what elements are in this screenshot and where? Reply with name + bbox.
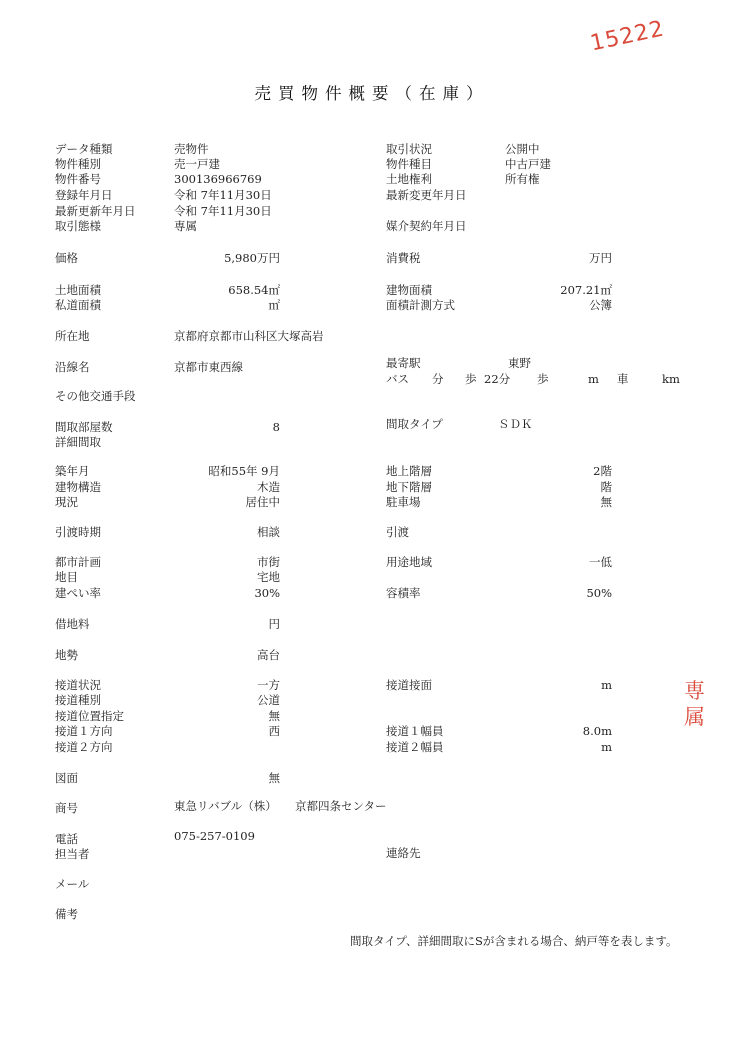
line-value: 京都市東西線 bbox=[174, 360, 243, 374]
zoning-value: 一低 bbox=[589, 555, 612, 569]
station-value: 東野 bbox=[508, 356, 531, 370]
handwritten-note: 専属 bbox=[684, 679, 705, 729]
area-method-label: 面積計測方式 bbox=[386, 298, 455, 312]
current-value: 居住中 bbox=[245, 495, 280, 509]
handwritten-number: 15222 bbox=[588, 16, 667, 57]
land-area-label: 土地面積 bbox=[55, 283, 101, 297]
road-dir1-value: 西 bbox=[268, 724, 280, 738]
road-face-value: m bbox=[601, 678, 612, 692]
last-change-label: 最新変更年月日 bbox=[386, 188, 467, 202]
built-label: 築年月 bbox=[55, 464, 90, 478]
land-area-value: 658.54㎡ bbox=[228, 283, 280, 297]
road-kind-value: 公道 bbox=[257, 693, 280, 707]
road-face-label: 接道接面 bbox=[386, 678, 432, 692]
structure-label: 建物構造 bbox=[55, 480, 101, 494]
deal-status-label: 取引状況 bbox=[386, 142, 432, 156]
rooms-label: 間取部屋数 bbox=[55, 420, 113, 434]
walk-label-2: 歩 bbox=[537, 372, 549, 386]
property-no-value: 300136966769 bbox=[174, 172, 262, 186]
road-position-label: 接道位置指定 bbox=[55, 709, 124, 723]
far-value: 50% bbox=[586, 586, 612, 600]
walk-min-value: 22分 bbox=[484, 372, 511, 386]
item-value: 中古戸建 bbox=[505, 157, 551, 171]
layout-type-label: 間取タイプ bbox=[386, 417, 443, 431]
drawing-label: 図面 bbox=[55, 771, 78, 785]
item-label: 物件種目 bbox=[386, 157, 432, 171]
contact-label: 連絡先 bbox=[386, 846, 421, 860]
drawing-value: 無 bbox=[268, 771, 280, 785]
zoning-label: 用途地域 bbox=[386, 555, 432, 569]
terrain-label: 地勢 bbox=[55, 648, 78, 662]
phone-value: 075-257-0109 bbox=[174, 829, 255, 843]
phone-label: 電話 bbox=[55, 832, 78, 846]
private-road-label: 私道面積 bbox=[55, 298, 101, 312]
property-no-label: 物件番号 bbox=[55, 172, 101, 186]
city-plan-label: 都市計画 bbox=[55, 555, 101, 569]
floors-below-label: 地下階層 bbox=[386, 480, 432, 494]
car-label: 車 bbox=[617, 372, 629, 386]
data-type-label: データ種類 bbox=[55, 142, 113, 156]
layout-detail-label: 詳細間取 bbox=[55, 435, 101, 449]
land-category-value: 宅地 bbox=[257, 570, 280, 584]
remarks-label: 備考 bbox=[55, 907, 78, 921]
updated-label: 最新更新年月日 bbox=[55, 204, 136, 218]
building-area-label: 建物面積 bbox=[386, 283, 432, 297]
layout-type-value: ＳＤＫ bbox=[498, 417, 533, 431]
agency-contract-label: 媒介契約年月日 bbox=[386, 219, 467, 233]
road-width2-label: 接道２幅員 bbox=[386, 740, 444, 754]
floors-above-label: 地上階層 bbox=[386, 464, 432, 478]
handover-time-value: 相談 bbox=[257, 525, 280, 539]
location-label: 所在地 bbox=[55, 329, 90, 343]
handover-label: 引渡 bbox=[386, 525, 409, 539]
bcr-label: 建ぺい率 bbox=[55, 586, 101, 600]
bus-label: バス bbox=[386, 372, 409, 386]
parking-value: 無 bbox=[600, 495, 612, 509]
station-label: 最寄駅 bbox=[386, 356, 421, 370]
city-plan-value: 市街 bbox=[257, 555, 280, 569]
branch-value: 京都四条センター bbox=[295, 799, 387, 813]
road-status-label: 接道状況 bbox=[55, 678, 101, 692]
property-kind-value: 売一戸建 bbox=[174, 157, 220, 171]
floors-below-value: 階 bbox=[600, 480, 612, 494]
handover-time-label: 引渡時期 bbox=[55, 525, 101, 539]
company-label: 商号 bbox=[55, 801, 78, 815]
line-label: 沿線名 bbox=[55, 360, 90, 374]
land-right-label: 土地権利 bbox=[386, 172, 432, 186]
reg-date-value: 令和 7年11月30日 bbox=[174, 188, 272, 202]
other-transport-label: その他交通手段 bbox=[55, 389, 136, 403]
road-width2-value: m bbox=[601, 740, 612, 754]
price-label: 価格 bbox=[55, 251, 78, 265]
floors-above-value: 2階 bbox=[593, 464, 612, 478]
location-value: 京都府京都市山科区大塚高岩 bbox=[174, 329, 324, 343]
current-label: 現況 bbox=[55, 495, 78, 509]
walk-label-1: 歩 bbox=[465, 372, 477, 386]
land-right-value: 所有権 bbox=[505, 172, 540, 186]
data-type-value: 売物件 bbox=[174, 142, 209, 156]
deal-status-value: 公開中 bbox=[505, 142, 540, 156]
bus-min-label: 分 bbox=[432, 372, 444, 386]
lease-fee-value: 円 bbox=[268, 617, 280, 631]
road-status-value: 一方 bbox=[257, 678, 280, 692]
footnote: 間取タイプ、詳細間取にSが含まれる場合、納戸等を表します。 bbox=[350, 934, 678, 948]
area-method-value: 公簿 bbox=[589, 298, 612, 312]
rooms-value: 8 bbox=[272, 420, 280, 434]
bcr-value: 30% bbox=[254, 586, 280, 600]
terrain-value: 高台 bbox=[257, 648, 280, 662]
road-width1-value: 8.0m bbox=[582, 724, 612, 738]
tax-label: 消費税 bbox=[386, 251, 421, 265]
road-dir1-label: 接道１方向 bbox=[55, 724, 113, 738]
lease-fee-label: 借地料 bbox=[55, 617, 90, 631]
mail-label: メール bbox=[55, 877, 90, 891]
staff-label: 担当者 bbox=[55, 847, 90, 861]
road-dir2-label: 接道２方向 bbox=[55, 740, 113, 754]
price-value: 5,980万円 bbox=[224, 251, 280, 265]
updated-value: 令和 7年11月30日 bbox=[174, 204, 272, 218]
parking-label: 駐車場 bbox=[386, 495, 421, 509]
company-value: 東急リバブル（株） bbox=[174, 799, 277, 813]
building-area-value: 207.21㎡ bbox=[560, 283, 612, 297]
deal-mode-value: 専属 bbox=[174, 219, 197, 233]
structure-value: 木造 bbox=[257, 480, 280, 494]
tax-value: 万円 bbox=[589, 251, 612, 265]
property-kind-label: 物件種別 bbox=[55, 157, 101, 171]
land-category-label: 地目 bbox=[55, 570, 78, 584]
road-width1-label: 接道１幅員 bbox=[386, 724, 444, 738]
far-label: 容積率 bbox=[386, 586, 421, 600]
deal-mode-label: 取引態様 bbox=[55, 219, 101, 233]
meter-unit: m bbox=[588, 372, 599, 386]
km-unit: km bbox=[662, 372, 680, 386]
road-kind-label: 接道種別 bbox=[55, 693, 101, 707]
road-position-value: 無 bbox=[268, 709, 280, 723]
page-title: 売買物件概要（在庫） bbox=[254, 84, 490, 103]
built-value: 昭和55年 9月 bbox=[208, 464, 280, 478]
reg-date-label: 登録年月日 bbox=[55, 188, 113, 202]
private-road-value: ㎡ bbox=[268, 298, 280, 312]
